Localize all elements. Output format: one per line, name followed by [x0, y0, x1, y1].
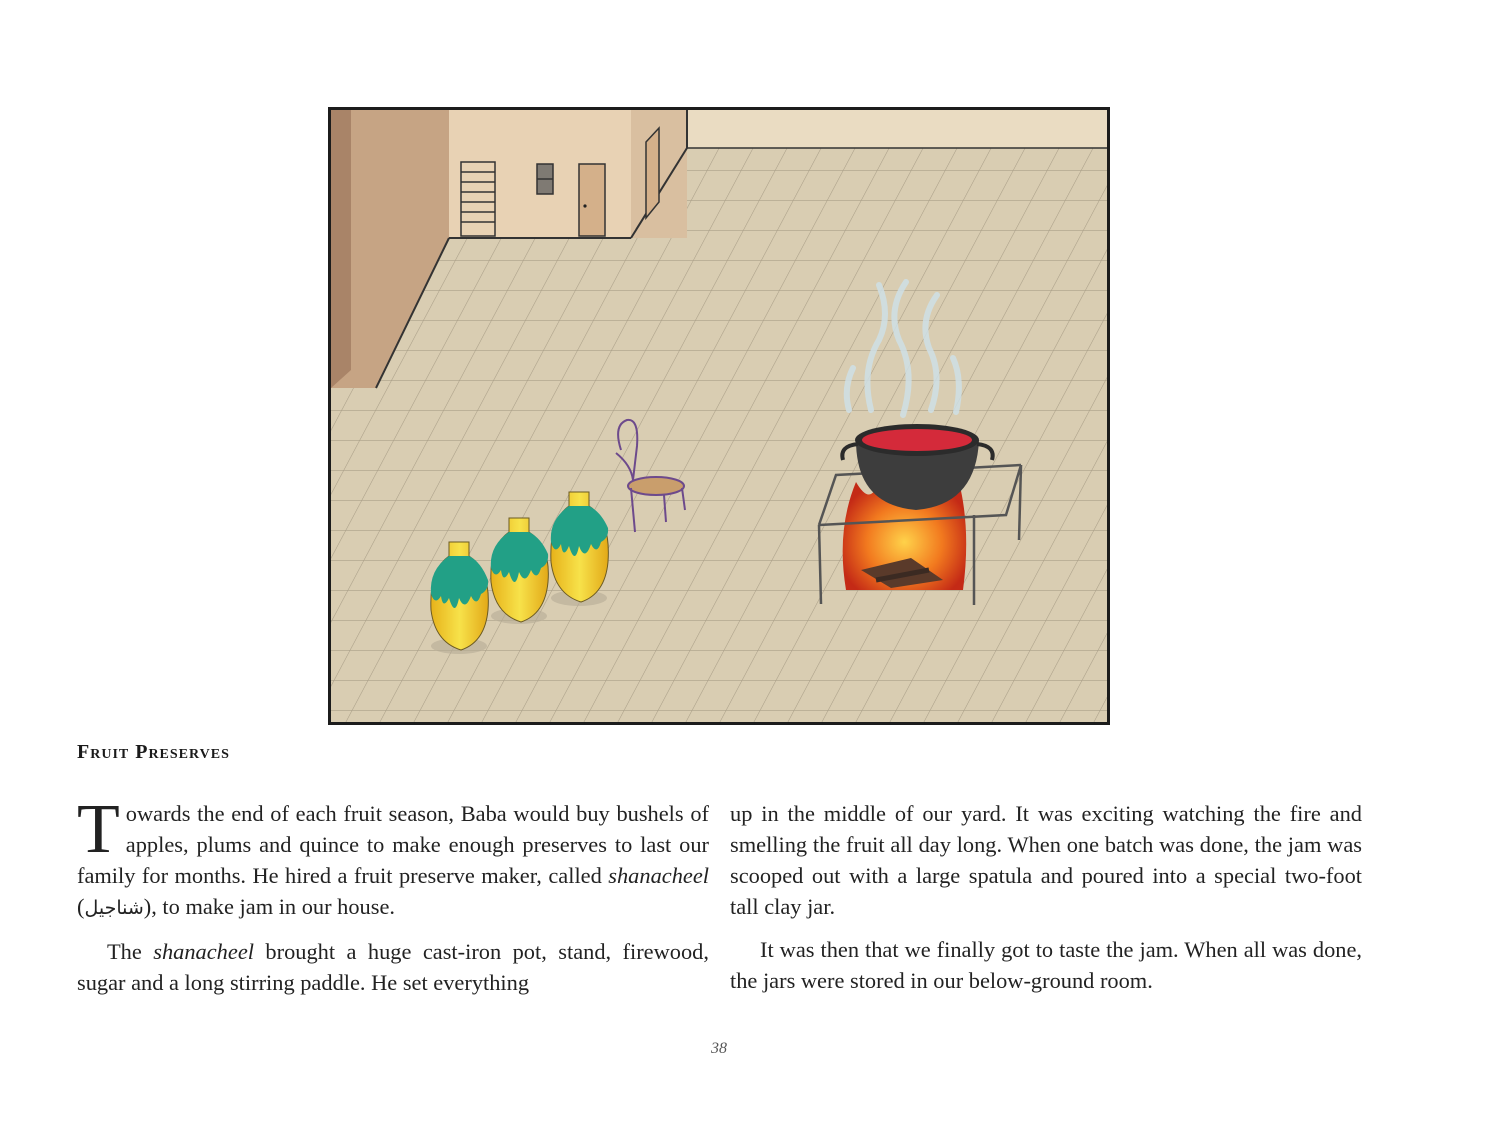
paragraph-text: (	[77, 894, 85, 919]
staircase	[461, 162, 495, 236]
watercolor-courtyard-image	[331, 110, 1107, 722]
paragraph-text: owards the end of each fruit season, Baba would buy bushels of apples, plums and quince to make enough preserves to last our family for months. He hired a fruit preserve maker, called	[77, 801, 709, 888]
paragraph-text: ), to make jam in our house.	[143, 894, 395, 919]
paragraph	[77, 936, 709, 998]
paragraph-text: brought a huge cast-iron pot, stand, firewood, sugar and a long stirring paddle. He set everything	[77, 939, 709, 995]
paragraph-text: The	[107, 939, 154, 964]
door	[579, 164, 605, 236]
section-title: Fruit Preserves	[77, 741, 230, 763]
italic-term: shanacheel	[608, 863, 709, 888]
side-door	[646, 128, 659, 218]
text-column-left	[77, 791, 709, 1010]
drop-cap: T	[77, 791, 120, 868]
window	[537, 164, 553, 194]
page-number: 38	[711, 1040, 727, 1057]
arabic-term: شناجيل	[84, 897, 144, 919]
back-wall	[686, 110, 1107, 148]
paragraph-continued: up in the middle of our yard. It was exciting watching the fire and smelling the fruit all day long. When one batch was done, the jam was scooped out with a large spatula and poured into a special two-foot tall clay jar.	[730, 801, 1362, 919]
paragraph	[77, 791, 709, 924]
text-column-right	[730, 798, 1362, 1008]
illustration-courtyard-jam-making	[328, 107, 1110, 725]
italic-term: shanacheel	[153, 939, 254, 964]
paragraph: It was then that we finally got to taste the jam. When all was done, the jars were stored in our below-ground room.	[730, 937, 1362, 993]
